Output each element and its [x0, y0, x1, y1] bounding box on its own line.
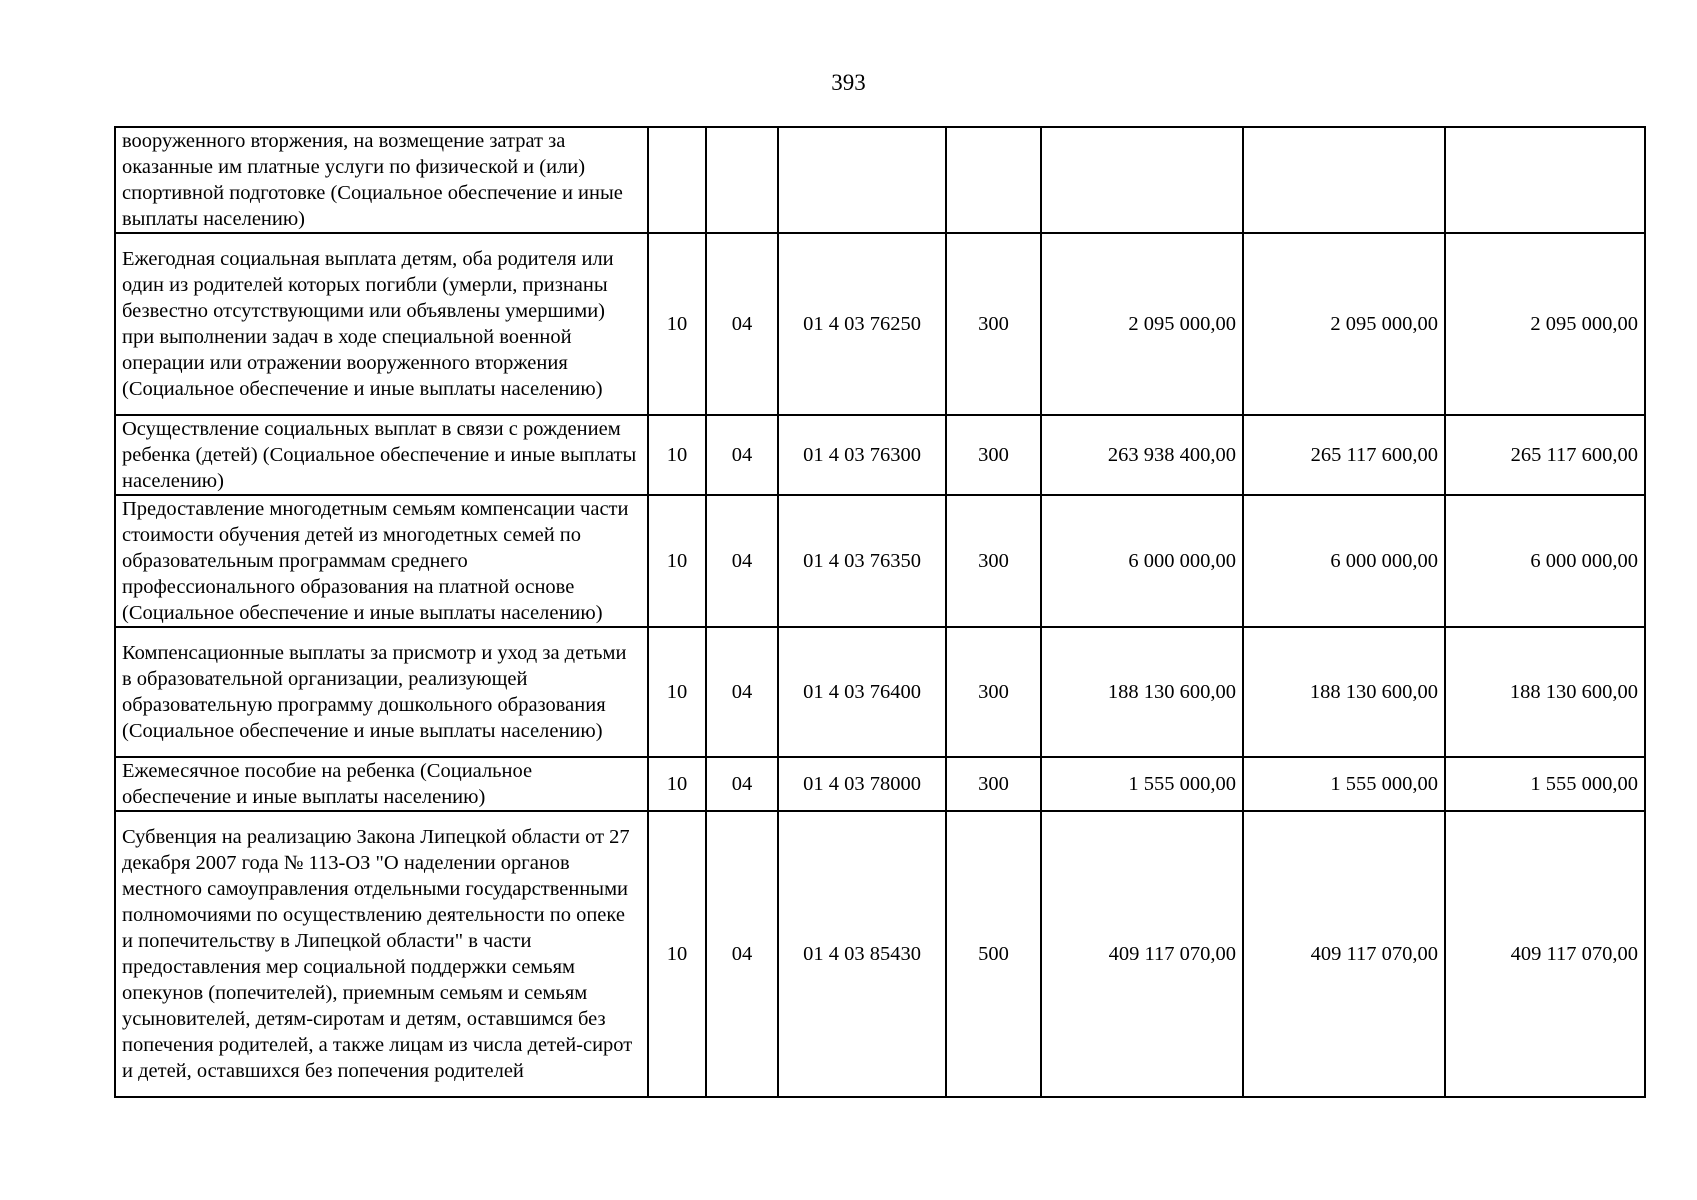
- page-number: 393: [831, 70, 866, 95]
- expense-type-code: 300: [946, 627, 1041, 757]
- amount-year-3: 2 095 000,00: [1445, 233, 1645, 415]
- table-row: [115, 495, 1645, 627]
- section-code: 10: [648, 757, 706, 811]
- target-article-code: 01 4 03 76300: [778, 415, 946, 495]
- expense-type-code: 300: [946, 233, 1041, 415]
- expense-type-code: 300: [946, 415, 1041, 495]
- amount-year-2: 265 117 600,00: [1243, 415, 1445, 495]
- subsection-code: 04: [706, 495, 778, 627]
- amount-year-1: [1041, 127, 1243, 233]
- amount-year-3: 6 000 000,00: [1445, 495, 1645, 627]
- subsection-code: 04: [706, 811, 778, 1097]
- expense-type-code: 300: [946, 757, 1041, 811]
- row-description: Ежемесячное пособие на ребенка (Социальное обеспечение и иные выплаты населению): [115, 757, 648, 811]
- section-code: [648, 127, 706, 233]
- target-article-code: 01 4 03 78000: [778, 757, 946, 811]
- amount-year-2: 6 000 000,00: [1243, 495, 1445, 627]
- table-row: [115, 127, 1645, 233]
- section-code: 10: [648, 627, 706, 757]
- section-code: 10: [648, 811, 706, 1097]
- target-article-code: [778, 127, 946, 233]
- expense-type-code: [946, 127, 1041, 233]
- amount-year-3: 409 117 070,00: [1445, 811, 1645, 1097]
- expense-type-code: 300: [946, 495, 1041, 627]
- row-description: Ежегодная социальная выплата детям, оба родителя или один из родителей которых погибли (умерли, признаны безвестно отсутствующими или объявлены умершими) при выполнении задач в ходе специальной военной операции или отражении вооруженного вторжения (Социальное обеспечение и иные выплаты населению): [115, 233, 648, 415]
- target-article-code: 01 4 03 76350: [778, 495, 946, 627]
- target-article-code: 01 4 03 85430: [778, 811, 946, 1097]
- amount-year-1: 2 095 000,00: [1041, 233, 1243, 415]
- amount-year-3: 265 117 600,00: [1445, 415, 1645, 495]
- row-description: Осуществление социальных выплат в связи с рождением ребенка (детей) (Социальное обеспечение и иные выплаты населению): [115, 415, 648, 495]
- row-description: вооруженного вторжения, на возмещение затрат за оказанные им платные услуги по физической и (или) спортивной подготовке (Социальное обеспечение и иные выплаты населению): [115, 127, 648, 233]
- table-row: [115, 627, 1645, 757]
- amount-year-1: 263 938 400,00: [1041, 415, 1243, 495]
- section-code: 10: [648, 233, 706, 415]
- target-article-code: 01 4 03 76400: [778, 627, 946, 757]
- amount-year-2: 1 555 000,00: [1243, 757, 1445, 811]
- table-row: [115, 233, 1645, 415]
- amount-year-3: 188 130 600,00: [1445, 627, 1645, 757]
- amount-year-2: [1243, 127, 1445, 233]
- table-row: [115, 757, 1645, 811]
- amount-year-1: 6 000 000,00: [1041, 495, 1243, 627]
- amount-year-2: 409 117 070,00: [1243, 811, 1445, 1097]
- table-row: [115, 415, 1645, 495]
- subsection-code: 04: [706, 757, 778, 811]
- budget-table: [114, 126, 1646, 1098]
- table-row: [115, 811, 1645, 1097]
- amount-year-2: 2 095 000,00: [1243, 233, 1445, 415]
- expense-type-code: 500: [946, 811, 1041, 1097]
- section-code: 10: [648, 415, 706, 495]
- amount-year-3: 1 555 000,00: [1445, 757, 1645, 811]
- target-article-code: 01 4 03 76250: [778, 233, 946, 415]
- amount-year-1: 1 555 000,00: [1041, 757, 1243, 811]
- amount-year-2: 188 130 600,00: [1243, 627, 1445, 757]
- row-description: Компенсационные выплаты за присмотр и уход за детьми в образовательной организации, реализующей образовательную программу дошкольного образования (Социальное обеспечение и иные выплаты населению): [115, 627, 648, 757]
- subsection-code: 04: [706, 627, 778, 757]
- amount-year-1: 409 117 070,00: [1041, 811, 1243, 1097]
- amount-year-1: 188 130 600,00: [1041, 627, 1243, 757]
- amount-year-3: [1445, 127, 1645, 233]
- subsection-code: 04: [706, 233, 778, 415]
- row-description: Субвенция на реализацию Закона Липецкой области от 27 декабря 2007 года № 113-ОЗ "О наделении органов местного самоуправления отдельными государственными полномочиями по осуществлению деятельности по опеке и попечительству в Липецкой области" в части предоставления мер социальной поддержки семьям опекунов (попечителей), приемным семьям и семьям усыновителей, детям-сиротам и детям, оставшимся без попечения родителей, а также лицам из числа детей-сирот и детей, оставшихся без попечения родителей: [115, 811, 648, 1097]
- subsection-code: 04: [706, 415, 778, 495]
- row-description: Предоставление многодетным семьям компенсации части стоимости обучения детей из многодетных семей по образовательным программам среднего профессионального образования на платной основе (Социальное обеспечение и иные выплаты населению): [115, 495, 648, 627]
- subsection-code: [706, 127, 778, 233]
- section-code: 10: [648, 495, 706, 627]
